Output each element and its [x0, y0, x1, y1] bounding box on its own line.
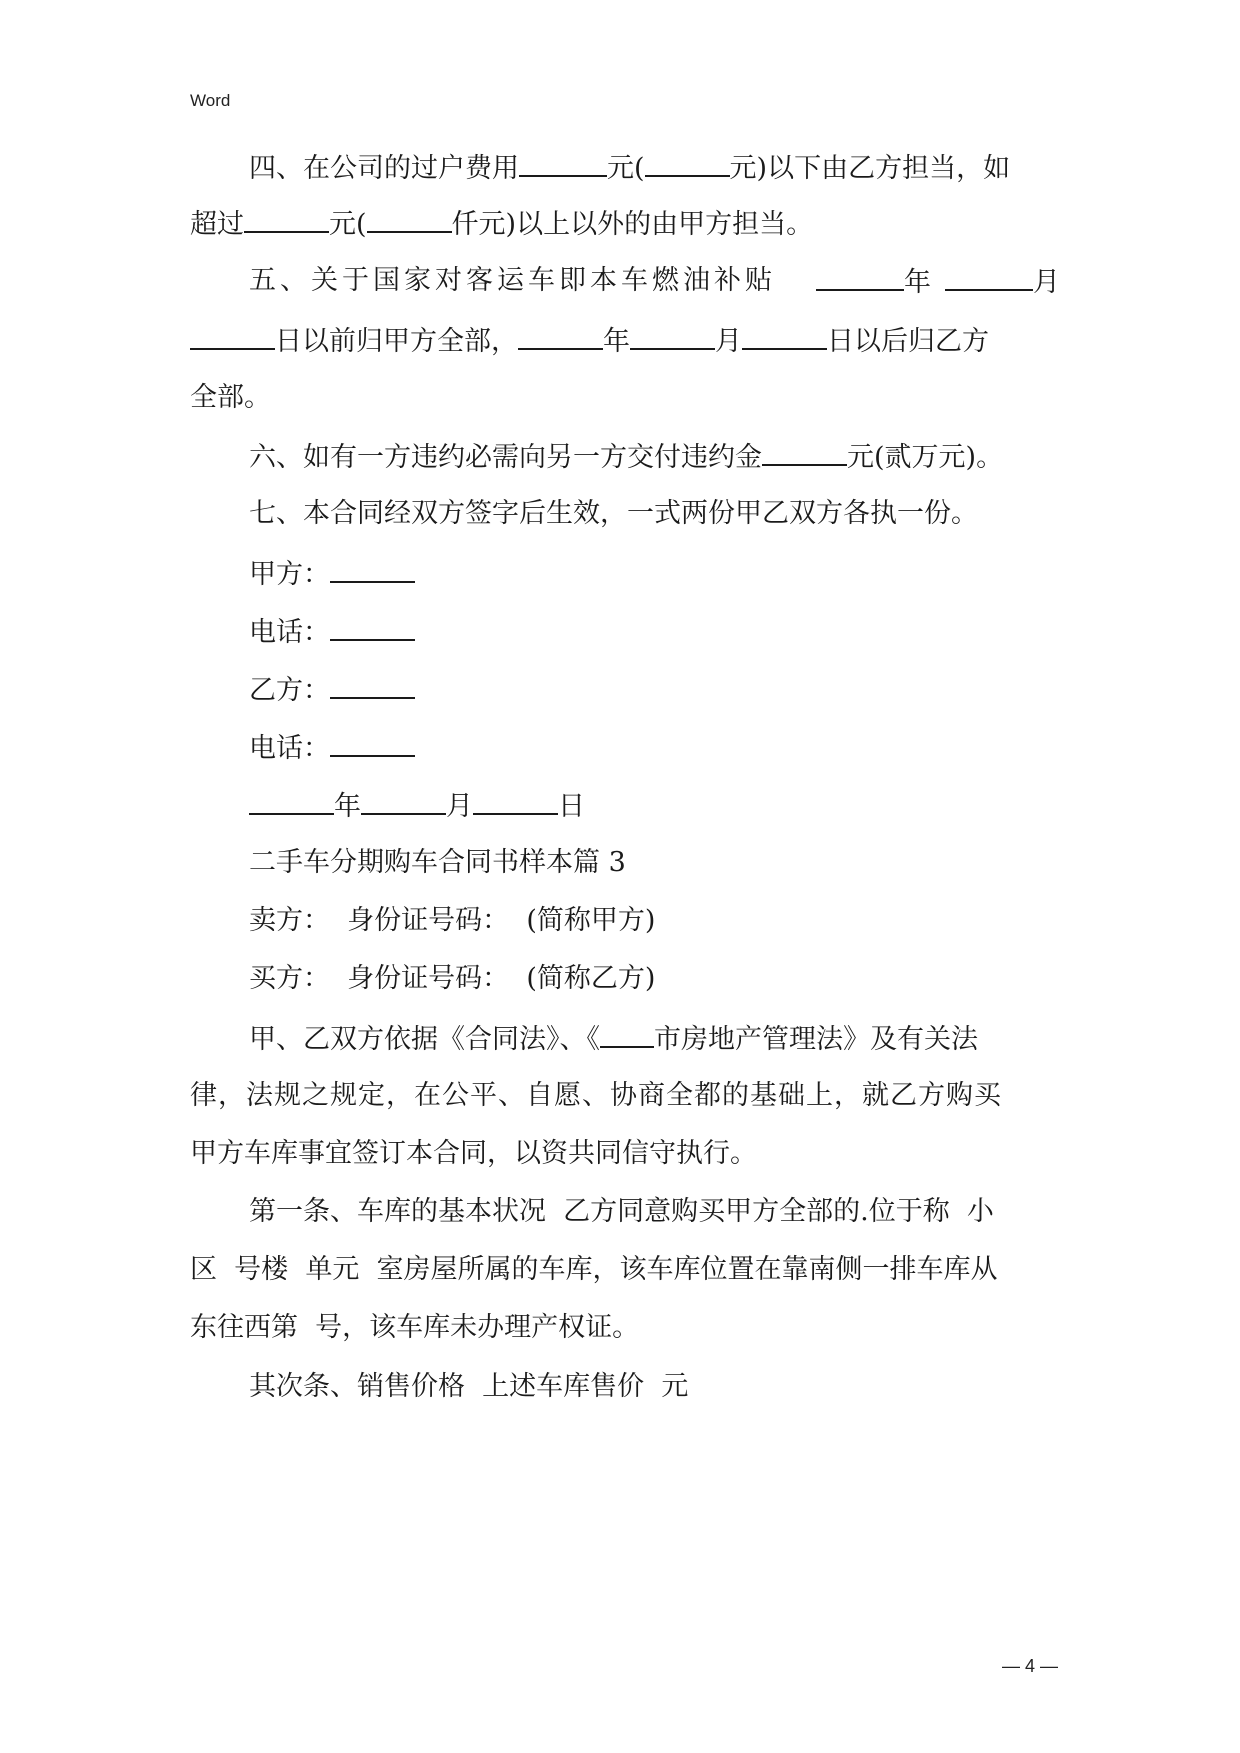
- article-1-line-3: 东往西第 号，该车库未办理产权证。: [190, 1312, 640, 1343]
- article-1-line-2: 区 号楼 单元 室房屋所属的车库，该车库位置在靠南侧一排车库从: [190, 1254, 998, 1285]
- blank-field: [473, 787, 558, 815]
- blank-field: [330, 613, 415, 641]
- party-a-line: 甲方：: [249, 555, 1060, 593]
- blank-field: [816, 263, 904, 291]
- blank-field: [330, 555, 415, 583]
- phone-a-line: 电话：: [249, 613, 1060, 651]
- phone-b-line: 电话：: [249, 729, 1060, 767]
- signature-date-line: 年 月 日: [249, 787, 1060, 825]
- clause-5-line-1: 五、关于国家对客运车即本车燃油补贴 年 月: [249, 265, 1060, 298]
- clause-5-line-3: 全部。: [190, 382, 271, 413]
- blank-field: [630, 322, 715, 350]
- clause-6: 六、如有一方违约必需向另一方交付违约金 元(贰万元)。: [249, 438, 1060, 476]
- blank-field: [762, 438, 847, 466]
- blank-field: [367, 205, 452, 233]
- blank-field: [945, 263, 1033, 291]
- blank-field: [645, 149, 730, 177]
- seller-line: 卖方： 身份证号码： (简称甲方): [249, 905, 656, 936]
- clause-4-line-1: 四、在公司的过户费用 元( 元)以下由乙方担当，如: [249, 149, 1060, 187]
- blank-field: [361, 787, 446, 815]
- blank-field: [244, 205, 329, 233]
- blank-field: [330, 671, 415, 699]
- clause-5-line-2: 日以前归甲方全部， 年 月 日以后归乙方: [190, 322, 1060, 360]
- blank-field: [519, 149, 607, 177]
- blank-field: [742, 322, 827, 350]
- blank-field: [249, 787, 334, 815]
- header-label: Word: [190, 91, 231, 110]
- buyer-line: 买方： 身份证号码： (简称乙方): [249, 963, 656, 994]
- article-1-line-1: 第一条、车库的基本状况 乙方同意购买甲方全部的.位于称 小: [249, 1196, 994, 1227]
- page-number: — 4 —: [1001, 1656, 1058, 1676]
- clause-7: 七、本合同经双方签字后生效，一式两份甲乙双方各执一份。: [249, 498, 978, 529]
- party-b-line: 乙方：: [249, 671, 1060, 709]
- blank-field: [518, 322, 603, 350]
- blank-field: [330, 729, 415, 757]
- intro-line-1: 甲、乙双方依据《合同法》、《 市房地产管理法》及有关法: [249, 1020, 1060, 1058]
- blank-field: [190, 322, 275, 350]
- blank-field: [600, 1020, 654, 1048]
- intro-line-2: 律，法规之规定，在公平、自愿、协商全都的基础上，就乙方购买: [190, 1080, 1002, 1111]
- intro-line-3: 甲方车库事宜签订本合同，以资共同信守执行。: [190, 1138, 757, 1169]
- section-title: 二手车分期购车合同书样本篇 3: [249, 847, 626, 878]
- article-2-line-1: 其次条、销售价格 上述车库售价 元: [249, 1371, 689, 1402]
- clause-4-line-2: 超过 元( 仟元)以上以外的由甲方担当。: [190, 205, 1060, 243]
